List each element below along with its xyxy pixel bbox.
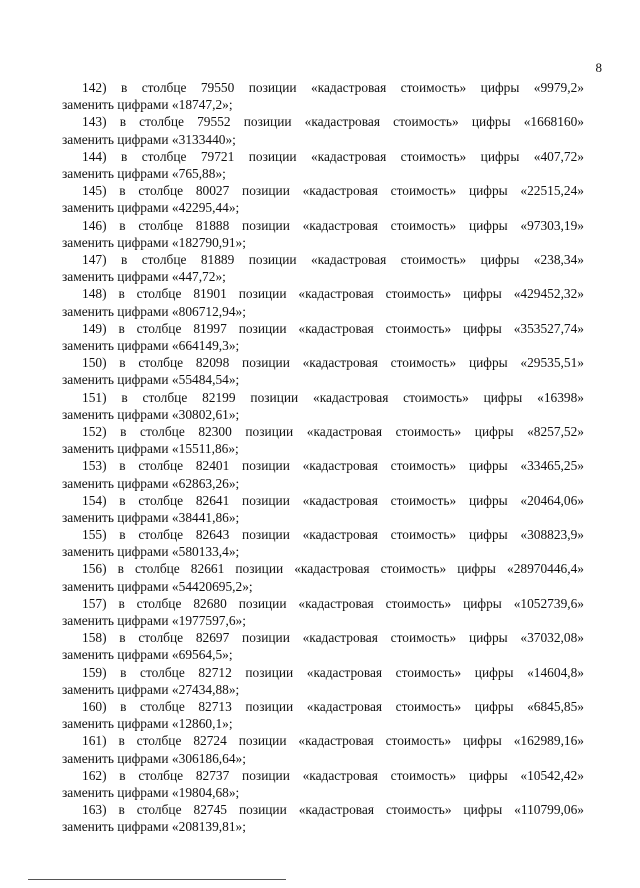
- item-text: 149) в столбце 81997 позиции «кадастровая стоимость» цифры «353527,74»: [82, 320, 584, 336]
- list-item: [62, 79, 584, 113]
- list-item: [62, 457, 584, 491]
- list-item: [62, 732, 584, 766]
- list-item: [62, 629, 584, 663]
- list-item: [62, 423, 584, 457]
- list-item: [62, 320, 584, 354]
- item-text: 145) в столбце 80027 позиции «кадастровая стоимость» цифры «22515,24»: [82, 183, 584, 199]
- page-number: 8: [595, 60, 602, 75]
- list-item: [62, 664, 584, 698]
- item-replacement: заменить цифрами «182790,91»;: [62, 234, 246, 250]
- item-text: 148) в столбце 81901 позиции «кадастровая стоимость» цифры «429452,32»: [82, 286, 584, 302]
- item-text: 150) в столбце 82098 позиции «кадастровая стоимость» цифры «29535,51»: [82, 355, 584, 371]
- item-text: 163) в столбце 82745 позиции «кадастровая стоимость» цифры «110799,06»: [82, 802, 584, 818]
- item-replacement: заменить цифрами «580133,4»;: [62, 544, 240, 560]
- list-item: [62, 767, 584, 801]
- item-text: 153) в столбце 82401 позиции «кадастровая стоимость» цифры «33465,25»: [82, 458, 584, 474]
- item-replacement: заменить цифрами «19804,68»;: [62, 785, 240, 801]
- item-text: 160) в столбце 82713 позиции «кадастровая стоимость» цифры «6845,85»: [82, 699, 584, 715]
- item-text: 157) в столбце 82680 позиции «кадастровая стоимость» цифры «1052739,6»: [82, 595, 584, 611]
- item-replacement: заменить цифрами «69564,5»;: [62, 647, 233, 663]
- item-text: 144) в столбце 79721 позиции «кадастровая стоимость» цифры «407,72»: [82, 148, 584, 164]
- item-replacement: заменить цифрами «806712,94»;: [62, 303, 246, 319]
- list-item: [62, 285, 584, 319]
- item-text: 151) в столбце 82199 позиции «кадастровая стоимость» цифры «16398»: [82, 389, 584, 405]
- item-replacement: заменить цифрами «42295,44»;: [62, 200, 240, 216]
- item-replacement: заменить цифрами «208139,81»;: [62, 819, 246, 835]
- list-item: [62, 560, 584, 594]
- item-replacement: заменить цифрами «664149,3»;: [62, 337, 240, 353]
- item-text: 156) в столбце 82661 позиции «кадастровая стоимость» цифры «28970446,4»: [82, 561, 584, 577]
- item-replacement: заменить цифрами «38441,86»;: [62, 509, 240, 525]
- list-item: [62, 801, 584, 835]
- item-text: 154) в столбце 82641 позиции «кадастровая стоимость» цифры «20464,06»: [82, 492, 584, 508]
- item-text: 146) в столбце 81888 позиции «кадастровая стоимость» цифры «97303,19»: [82, 217, 584, 233]
- item-replacement: заменить цифрами «15511,86»;: [62, 441, 239, 457]
- list-item: [62, 389, 584, 423]
- list-item: [62, 526, 584, 560]
- item-text: 162) в столбце 82737 позиции «кадастровая стоимость» цифры «10542,42»: [82, 767, 584, 783]
- item-replacement: заменить цифрами «3133440»;: [62, 131, 236, 147]
- item-replacement: заменить цифрами «62863,26»;: [62, 475, 240, 491]
- list-item: [62, 595, 584, 629]
- item-replacement: заменить цифрами «27434,88»;: [62, 681, 240, 697]
- item-text: 147) в столбце 81889 позиции «кадастровая стоимость» цифры «238,34»: [82, 251, 584, 267]
- item-replacement: заменить цифрами «1977597,6»;: [62, 613, 246, 629]
- list-item: [62, 148, 584, 182]
- item-replacement: заменить цифрами «54420695,2»;: [62, 578, 253, 594]
- item-replacement: заменить цифрами «30802,61»;: [62, 406, 240, 422]
- footer-divider: [28, 879, 286, 880]
- item-text: 142) в столбце 79550 позиции «кадастровая стоимость» цифры «9979,2»: [82, 80, 584, 95]
- list-item: [62, 354, 584, 388]
- item-text: 143) в столбце 79552 позиции «кадастровая стоимость» цифры «1668160»: [82, 114, 584, 130]
- list-item: [62, 182, 584, 216]
- item-text: 152) в столбце 82300 позиции «кадастровая стоимость» цифры «8257,52»: [82, 423, 584, 439]
- list-item: [62, 492, 584, 526]
- item-text: 159) в столбце 82712 позиции «кадастровая стоимость» цифры «14604,8»: [82, 664, 584, 680]
- list-item: [62, 698, 584, 732]
- item-text: 155) в столбце 82643 позиции «кадастровая стоимость» цифры «308823,9»: [82, 527, 584, 543]
- item-text: 161) в столбце 82724 позиции «кадастровая стоимость» цифры «162989,16»: [82, 733, 584, 749]
- item-replacement: заменить цифрами «765,88»;: [62, 165, 226, 181]
- item-replacement: заменить цифрами «55484,54»;: [62, 372, 240, 388]
- item-replacement: заменить цифрами «447,72»;: [62, 269, 226, 285]
- item-replacement: заменить цифрами «12860,1»;: [62, 716, 233, 732]
- list-item: [62, 113, 584, 147]
- item-replacement: заменить цифрами «306186,64»;: [62, 750, 246, 766]
- amendment-list: [62, 79, 584, 836]
- item-replacement: заменить цифрами «18747,2»;: [62, 97, 233, 113]
- list-item: [62, 217, 584, 251]
- item-text: 158) в столбце 82697 позиции «кадастровая стоимость» цифры «37032,08»: [82, 630, 584, 646]
- list-item: [62, 251, 584, 285]
